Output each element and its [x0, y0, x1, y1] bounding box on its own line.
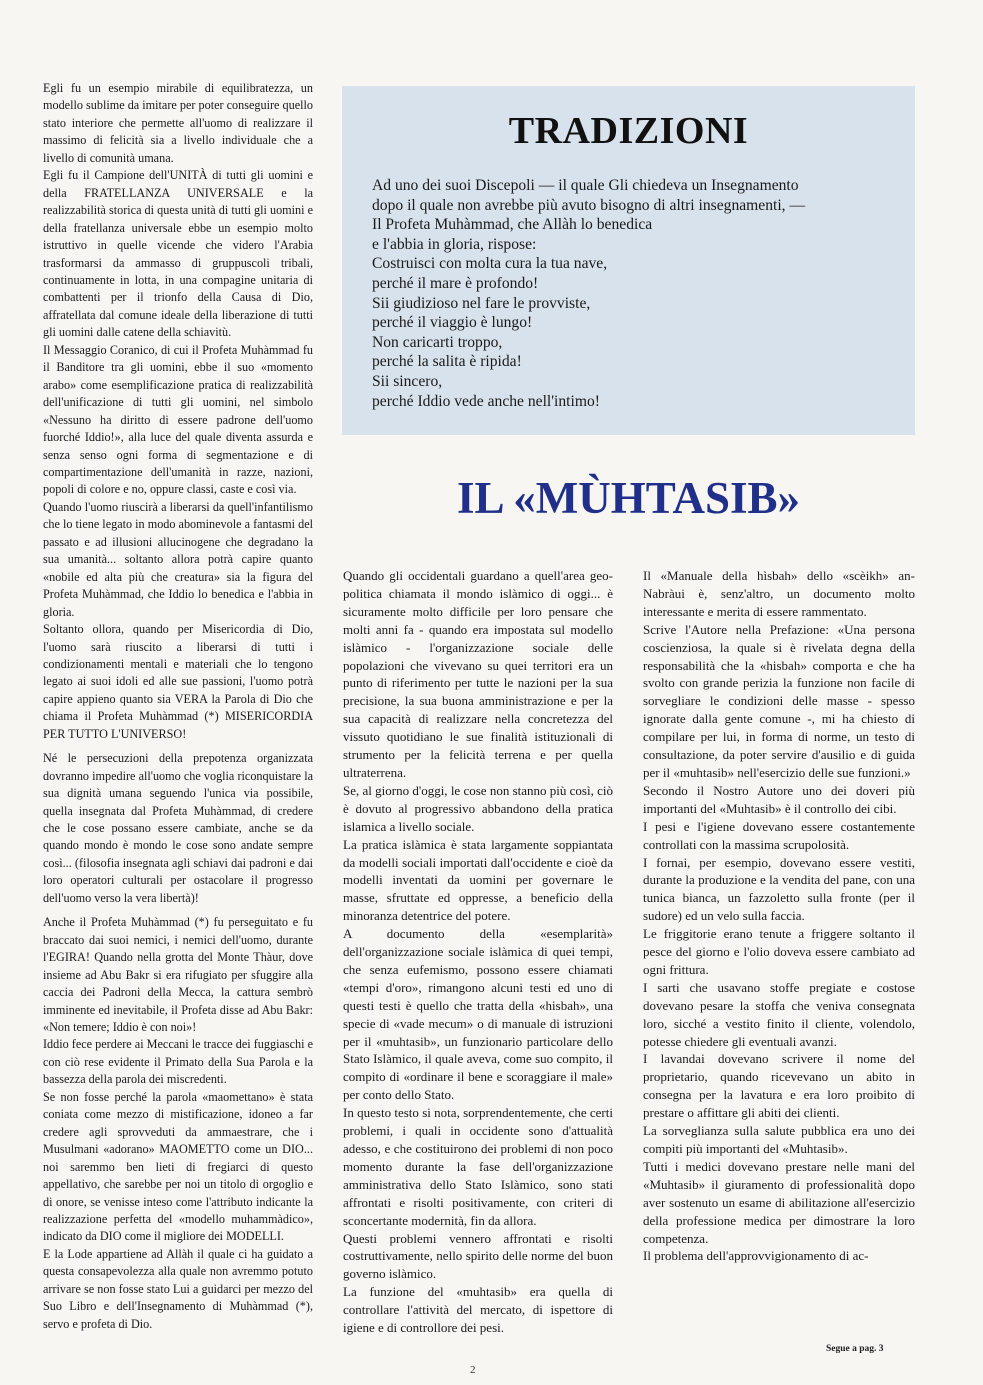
muhtasib-title: IL «MÙHTASIB»: [457, 473, 800, 523]
paragraph: E la Lode appartiene ad Allàh il quale ci ha guidato a questa consapevolezza alla quale non avremmo potuto arrivare se non fosse stato Lui a guidarci per mezzo del Suo Libro e dell'Insegnamento di Muhàmmad (*), servo e profeta di Dio.: [43, 1246, 313, 1331]
poem-line: Il Profeta Muhàmmad, che Allàh lo benedica: [372, 216, 653, 234]
poem-line: Ad uno dei suoi Discepoli — il quale Gli chiedeva un Insegnamento: [372, 177, 799, 194]
poem-line: perché Iddio vede anche nell'intimo!: [372, 392, 600, 410]
paragraph: Tutti i medici dovevano prestare nelle mani del «Muhtasib» il giuramento di professionalità dopo aver sostenuto un esame di abilitazione all'esercizio della professione medica per dimostrare la loro competenza.: [643, 1158, 915, 1246]
page-number: 2: [470, 1364, 476, 1376]
poem-line: perché la salita è ripida!: [372, 353, 522, 371]
middle-column: [343, 567, 613, 1337]
paragraph: I sarti che usavano stoffe pregiate e costose dovevano pesare la stoffa che veniva consegnata loro, sicché a vestito finito il cliente, volendolo, potesse chiedere gli eventuali avanzi.: [643, 979, 915, 1049]
paragraph: Le friggitorie erano tenute a friggere soltanto il pesce del giorno e l'olio doveva essere cambiato ad ogni frittura.: [643, 926, 915, 977]
paragraph: Quando gli occidentali guardano a quell'area geo-politica chiamata il mondo islàmico di oggi... è sicuramente molto difficile per loro pensare che molti anni fa - quando era impostata sul modello islàmico - l'organizzazione sociale delle popolazioni che vivevano su quei territori era un punto di riferimento per tutte le nazioni per la sua precisione, la sua buona amministrazione e per la sua capacità di realizzare nella concretezza del vissuto quotidiano le sue finalità istituzionali di strumento per la felicità terrena e per quella ultraterrena.: [343, 568, 613, 780]
paragraph: Anche il Profeta Muhàmmad (*) fu perseguitato e fu braccato dai suoi nemici, i nemici dell'uomo, durante l'EGIRA! Quando nella grotta del Monte Thàur, dove insieme ad Abu Bakr si era rifugiato per sfuggire alla caccia dei Padroni della Mecca, la cattura sembrò imminente ed inevitabile, il Profeta disse ad Abu Bakr: «Non temere; Iddio è con noi»!: [43, 915, 313, 1035]
poem-line: Sii sincero,: [372, 372, 443, 390]
poem-line: Costruisci con molta cura la tua nave,: [372, 255, 608, 273]
tradizioni-title: TRADIZIONI: [508, 110, 749, 152]
paragraph: I lavandai dovevano scrivere il nome del proprietario, quando ricevevano un abito in consegna per la lavatura e era loro proibito di prestare o affittare gli abiti dei clienti.: [643, 1051, 915, 1121]
paragraph: Il problema dell'approvvigionamento di ac-: [643, 1248, 869, 1264]
poem-line: perché il mare è profondo!: [372, 274, 539, 292]
tradizioni-text: [372, 176, 902, 411]
continue-note: Segue a pag. 3: [826, 1344, 884, 1354]
paragraph: Quando l'uomo riuscirà a liberarsi da quell'infantilismo che lo tiene legato in modo abominevole a fantasmi del passato e ad illusioni allucinogene che degradano la sua umanità... soltanto allora potrà capire quanto «nobile ed alta più che creatura» sia la figura del Profeta Muhàmmad, che Iddio lo benedica e l'abbia in gloria.: [43, 499, 313, 619]
left-column: [43, 80, 313, 1333]
paragraph: La funzione del «muhtasib» era quella di controllare l'attività del mercato, di ispettore di igiene e di controllore dei pesi.: [343, 1284, 613, 1336]
paragraph: La pratica islàmica è stata largamente soppiantata da modelli sociali importati dall'occidente e cioè da modelli inventati da uomini per governare le masse, sfruttate ed oppresse, a beneficio della minoranza detentrice del potere.: [343, 836, 613, 924]
paragraph: Egli fu il Campione dell'UNITÀ di tutti gli uomini e della FRATELLANZA UNIVERSALE e la realizzabilità storica di questa unità di tutti gli uomini e della fratellanza universale ebbe un esempio molto istruttivo in quelle vicende che videro l'Arabia trasformarsi da ammasso di gruppuscoli tribali, continuamente in lotta, in una compagine unitaria di combattenti per il trionfo della Causa di Dio, affratellata dal comune ideale della liberazione di tutti gli uomini dalle catene della schiavitù.: [43, 168, 313, 340]
paragraph: Il «Manuale della hìsbah» dello «scèikh» an-Nabràui è, senz'altro, un documento molto interessante e merita di essere rammentato.: [643, 568, 915, 619]
paragraph: Se, al giorno d'oggi, le cose non stanno più così, ciò è dovuto al progressivo abbandono della pratica islamica a livello sociale.: [343, 782, 613, 834]
tradizioni-box: [342, 86, 915, 435]
paragraph: I pesi e l'igiene dovevano essere costantemente controllati con la massima scrupolosità.: [643, 818, 915, 852]
paragraph: Questi problemi vennero affrontati e risolti costruttivamente, nello spirito delle norme del buon governo islàmico.: [343, 1230, 613, 1282]
right-column: [643, 567, 915, 1265]
poem-line: e l'abbia in gloria, rispose:: [372, 235, 537, 253]
paragraph: La sorveglianza sulla salute pubblica era uno dei compiti più importanti del «Muhtasib».: [643, 1123, 915, 1156]
paragraph: Scrive l'Autore nella Prefazione: «Una persona coscienziosa, la quale si è rivelata degna della responsabilità che la «hisbah» comporta e che ha svolto con grande perizia la funzione non facile di sorvegliare le condizioni delle masse - spesso ignorate dalla gente comune -, mi ha chiesto di compilare per lui, in forma di norme, un testo di consultazione, da poter servire d'ausilio e di guida per il «muhtasib» nell'esercizio delle sue funzioni.»: [643, 621, 915, 780]
poem-line: perché il viaggio è lungo!: [372, 314, 533, 332]
poem-line: dopo il quale non avrebbe più avuto bisogno di altri insegnamenti, —: [372, 196, 806, 214]
paragraph: Iddio fece perdere ai Meccani le tracce dei fuggiaschi e con ciò rese evidente il Primato della Sua Parola e la bassezza della parola dei miscredenti.: [43, 1037, 313, 1087]
paragraph: Soltanto ollora, quando per Misericordia di Dio, l'uomo sarà riuscito a liberarsi di tutti i condizionamenti mentali e materiali che lo tengono legato ai suoi idoli ed alle sue passioni, l'uomo potrà capire appieno quanto sia VERA la Parola di Dio che chiama il Profeta Muhàmmad (*) MISERICORDIA PER TUTTO L'UNIVERSO!: [43, 622, 313, 741]
paragraph: Secondo il Nostro Autore uno dei doveri più importanti del «Muhtasib» è il controllo dei cibi.: [643, 782, 915, 816]
paragraph: Egli fu un esempio mirabile di equilibratezza, un modello sublime da imitare per poter conseguire quello stato interiore che permette all'uomo di realizzare il massimo di felicità sia a livello individuale che a livello di comunità umana.: [43, 81, 313, 165]
paragraph: Il Messaggio Coranico, di cui il Profeta Muhàmmad fu il Banditore tra gli uomini, ebbe il suo «momento arabo» come esemplificazione pratica di realizzabilità dell'unificazione di tutti gli uomini, nel simbolo «Nessuno ha diritto di essere padrone dell'uomo fuorché Iddio!», alla luce del quale diventa assurda e senza senso ogni forma di segmentazione e di compartimentazione dell'umanità in razze, nazioni, popoli di colore e no, oppure classi, caste e così via.: [43, 342, 313, 497]
paragraph: A documento della «esemplarità» dell'organizzazione sociale islàmica di quei tempi, che senza eufemismo, possono essere chiamati «tempi d'oro», rimangono alcuni testi ed uno di questi testi è quello che tratta della «hisbah», una specie di «vade mecum» o di manuale di istruzioni per il «muhtasib», un funzionario particolare dello Stato Islàmico, il quale aveva, come suo compito, il compito di «ordinare il bene e scoraggiare il male» per conto dello Stato.: [343, 926, 613, 1103]
poem-line: Sii giudizioso nel fare le provviste,: [372, 294, 591, 312]
poem-line: Non caricarti troppo,: [372, 333, 503, 351]
paragraph: Se non fosse perché la parola «maomettano» è stata coniata come mezzo di mistificazione, idoneo a far credere agli sprovveduti da ammaestrare, che i Musulmani «adorano» MAOMETTO come un DIO... noi saremmo ben lieti di fregiarci di questo appellativo, che sarebbe per noi un titolo di orgoglio e di onore, se venisse inteso come l'attributo indicante la realizzazione perfetta del «modello muhammàdico», indicato da DIO come il migliore dei MODELLI.: [43, 1089, 313, 1244]
paragraph: Né le persecuzioni della prepotenza organizzata dovranno impedire all'uomo che voglia riconquistare la sua dignità umana seguendo l'unica via possibile, quella insegnata dal Profeta Muhàmmad, di credere che le cose possano essere cambiate, anche se da quando mondo è mondo le cose sono andate sempre così... (filosofia insegnata agli schiavi dai padroni e dai loro operatori culturali per ostacolare il progresso dell'uomo verso la vera libertà)!: [43, 751, 313, 905]
paragraph: I fornai, per esempio, dovevano essere vestiti, durante la produzione e la vendita del pane, con una tunica bianca, un fazzoletto sulla fronte (per il sudore) ed un velo sulla faccia.: [643, 854, 915, 924]
paragraph: In questo testo si nota, sorprendentemente, che certi problemi, i quali in occidente sono d'attualità adesso, e che costituirono dei problemi di non poco momento durante la fase dell'organizzazione amministrativa dello Stato Islàmico, sono stati affrontati e risolti positivamente, con criteri di sconcertante modernità, fin da allora.: [343, 1105, 613, 1228]
